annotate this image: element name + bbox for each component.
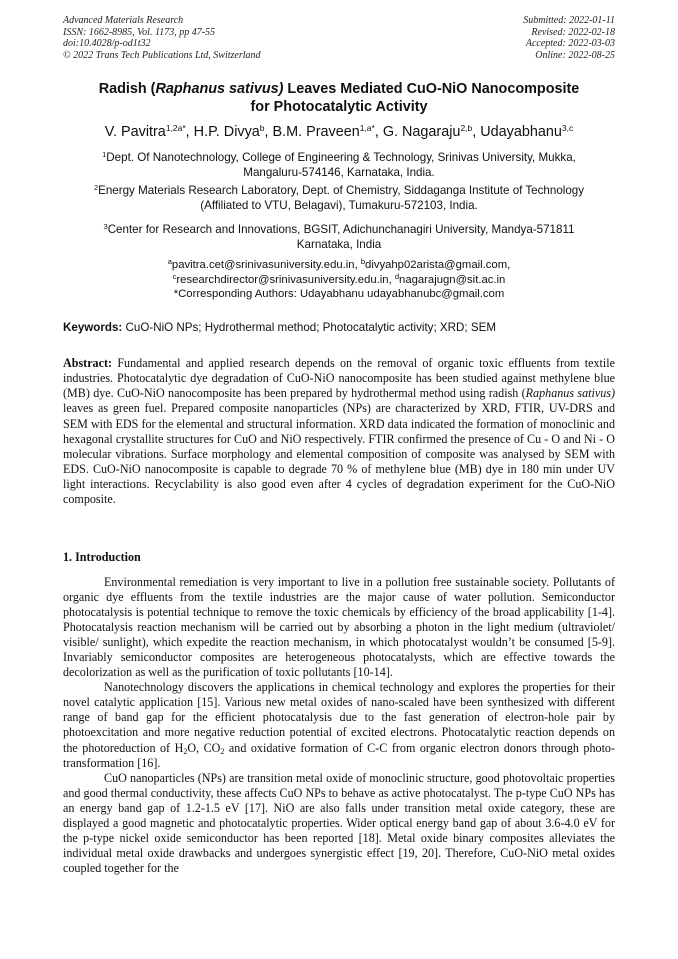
journal-name: Advanced Materials Research bbox=[63, 15, 184, 26]
email-mark: b bbox=[360, 257, 366, 266]
affiliation-line: Dept. Of Nanotechnology, College of Engineering & Technology, Srinivas University, Mukka, bbox=[106, 151, 576, 164]
paper-title bbox=[40, 80, 638, 116]
section-heading: 1. Introduction bbox=[63, 550, 141, 564]
email-mark: a bbox=[167, 257, 172, 266]
affiliation-line: Energy Materials Research Laboratory, Dept. of Chemistry, Siddaganga Institute of Technology bbox=[98, 184, 585, 197]
abstract bbox=[63, 356, 615, 508]
date-submitted: Submitted: 2022-01-11 bbox=[523, 15, 615, 26]
paragraph-text: Nanotechnology discovers the applications in chemical technology and explores the properties for their novel catalytic application [15]. Various new metal oxides of nano-scaled have been synthesized with different range of band gap for the efficient photocatalysis due to the fast generation of electron-hole pair by photoexcitation and more negative reduction potential of excited electrons. Photocatalytic reaction depends on the photoreduction of H bbox=[63, 680, 615, 755]
affiliation-2 bbox=[60, 183, 618, 213]
title-italic: Raphanus sativus) bbox=[155, 81, 284, 97]
author-name: Udayabhanu bbox=[480, 124, 562, 140]
affiliation-line: Center for Research and Innovations, BGSIT, Adichunchanagiri University, Mandya-571811 bbox=[107, 223, 575, 236]
abstract-text: Fundamental and applied research depends on the removal of organic toxic effluents from textile industries. Photocatalytic dye degradation of CuO-NiO nanocomposite has been studied against methylene blue (MB) dye. CuO-NiO nanocomposite has been prepared by hydrothermal method using radish ( bbox=[63, 356, 615, 401]
author-separator: , bbox=[472, 124, 481, 140]
author-name: H.P. Divya bbox=[193, 124, 260, 140]
journal-copyright: © 2022 Trans Tech Publications Ltd, Switzerland bbox=[63, 49, 261, 61]
abstract-italic: Raphanus sativus) bbox=[525, 386, 615, 401]
email-line-2 bbox=[60, 273, 618, 288]
paragraph-text: and oxidative formation of C-C from organic electron donors through photo-transformation [16]. bbox=[63, 740, 615, 770]
date-accepted: Accepted: 2022-03-03 bbox=[525, 38, 615, 50]
date-online: Online: 2022-08-25 bbox=[535, 49, 615, 61]
keywords-text: CuO-NiO NPs; Hydrothermal method; Photocatalytic activity; XRD; SEM bbox=[122, 321, 496, 334]
author-affil-mark: 1,a* bbox=[359, 123, 375, 133]
email-line-1 bbox=[60, 258, 618, 273]
corresponding-authors: *Corresponding Authors: Udayabhanu udayabhanubc@gmail.com bbox=[173, 288, 505, 301]
title-line2: for Photocatalytic Activity bbox=[250, 99, 428, 115]
date-revised: Revised: 2022-02-18 bbox=[531, 26, 615, 38]
paragraph bbox=[63, 680, 615, 770]
subscript: 2 bbox=[183, 746, 188, 756]
section-body bbox=[63, 575, 615, 876]
journal-issn: ISSN: 1662-8985, Vol. 1173, pp 47-55 bbox=[63, 26, 216, 38]
author-separator: , bbox=[264, 124, 273, 140]
journal-info bbox=[63, 15, 261, 61]
abstract-text: leaves as green fuel. Prepared composite nanoparticles (NPs) are characterized by XRD, FTIR, UV-DRS and SEM with EDS for the elemental and structural information. XRD data indicated the formation of monoclinic and hexagonal crystallite structures for CuO and NiO respectively. FTIR confirmed the presence of Cu - O and Ni - O molecular vibrations. Surface morphology and elemental composition of composite was analysed by SEM with EDS. CuO-NiO nanocomposite is capable to degrade 70 % of methylene blue (MB) dye in 180 min under UV light interactions. Recyclability is also good even after 4 cycles of degradation experiment for the CuO-NiO composite. bbox=[63, 401, 615, 507]
affiliation-mark: 1 bbox=[102, 150, 107, 159]
author-affil-mark: 1,2a* bbox=[165, 123, 186, 133]
author-affil-mark: b bbox=[259, 123, 265, 133]
author-separator: , bbox=[185, 124, 194, 140]
title-post: Leaves Mediated CuO-NiO Nanocomposite bbox=[283, 81, 580, 97]
email-mark: d bbox=[394, 271, 400, 281]
author-name: B.M. Praveen bbox=[272, 124, 360, 140]
affiliation-line: Karnataka, India bbox=[296, 238, 382, 251]
affiliation-mark: 3 bbox=[103, 222, 108, 231]
affiliation-1 bbox=[60, 150, 618, 180]
email-c[interactable]: researchdirector@srinivasuniversity.edu.in, bbox=[176, 273, 395, 286]
affiliation-line: (Affiliated to VTU, Belagavi), Tumakuru-572103, India. bbox=[200, 199, 478, 212]
abstract-label: Abstract: bbox=[63, 356, 113, 370]
author-emails bbox=[60, 258, 618, 302]
journal-doi: doi:10.4028/p-od1t32 bbox=[63, 38, 151, 50]
paragraph: Environmental remediation is very important to live in a pollution free sustainable society. Pollutants of organic dye effluents from the textile industries are the major cause of water pollution. Semiconductor photocatalysis is potential technique to remove the toxic chemicals by efficiency of the broad applicability [1-4]. Photocatalysis reaction mechanism will be carried out by absorbing a photon in the light medium (ultraviolet/ visible/ sunlight), which expedite the reaction mechanism, in which photocatalyst wouldn’t be consumed [5-9]. Invariably semiconductor composites are heterogeneous photocatalysts, which are effective towards the decolorization as well as the purification of toxic pollutants [10-14]. bbox=[63, 575, 615, 680]
author-list bbox=[30, 123, 648, 141]
paragraph-text: O, CO bbox=[187, 740, 221, 755]
keywords-label: Keywords: bbox=[63, 321, 123, 334]
email-mark: c bbox=[172, 271, 177, 281]
keywords bbox=[63, 320, 623, 335]
author-separator: , bbox=[374, 124, 383, 140]
submission-dates bbox=[523, 15, 615, 61]
email-b[interactable]: divyahp02arista@gmail.com, bbox=[365, 259, 511, 271]
author-name: G. Nagaraju bbox=[382, 124, 461, 140]
affiliation-3 bbox=[60, 222, 618, 252]
author-affil-mark: 2,b bbox=[460, 123, 473, 133]
author-name: V. Pavitra bbox=[104, 124, 166, 140]
email-d[interactable]: nagarajugn@sit.ac.in bbox=[399, 273, 506, 286]
subscript: 2 bbox=[220, 746, 225, 756]
affiliation-mark: 2 bbox=[93, 183, 99, 192]
email-a[interactable]: pavitra.cet@srinivasuniversity.edu.in, bbox=[171, 259, 361, 271]
paragraph: CuO nanoparticles (NPs) are transition metal oxide of monoclinic structure, good photovoltaic properties and good thermal conductivity, these affects CuO NPs to behave as active photocatalyst. The p-type CuO NPs has an energy band gap of 1.2-1.5 eV [17]. NiO are also falls under transition metal oxide category, these are displayed a good magnetic and photocatalytic properties. Wider optical energy band gap of about 3.6-4.0 eV for the p-type nickel oxide semiconductor has been reported [18]. Metal oxide binary composites alleviates the individual metal oxide drawbacks and undergoes synergistic effect [19, 20]. Therefore, CuO-NiO metal oxides coupled together for the bbox=[63, 770, 615, 875]
affiliation-line: Mangaluru-574146, Karnataka, India. bbox=[243, 166, 435, 179]
title-pre: Radish ( bbox=[98, 81, 156, 97]
author-affil-mark: 3,c bbox=[561, 123, 574, 133]
